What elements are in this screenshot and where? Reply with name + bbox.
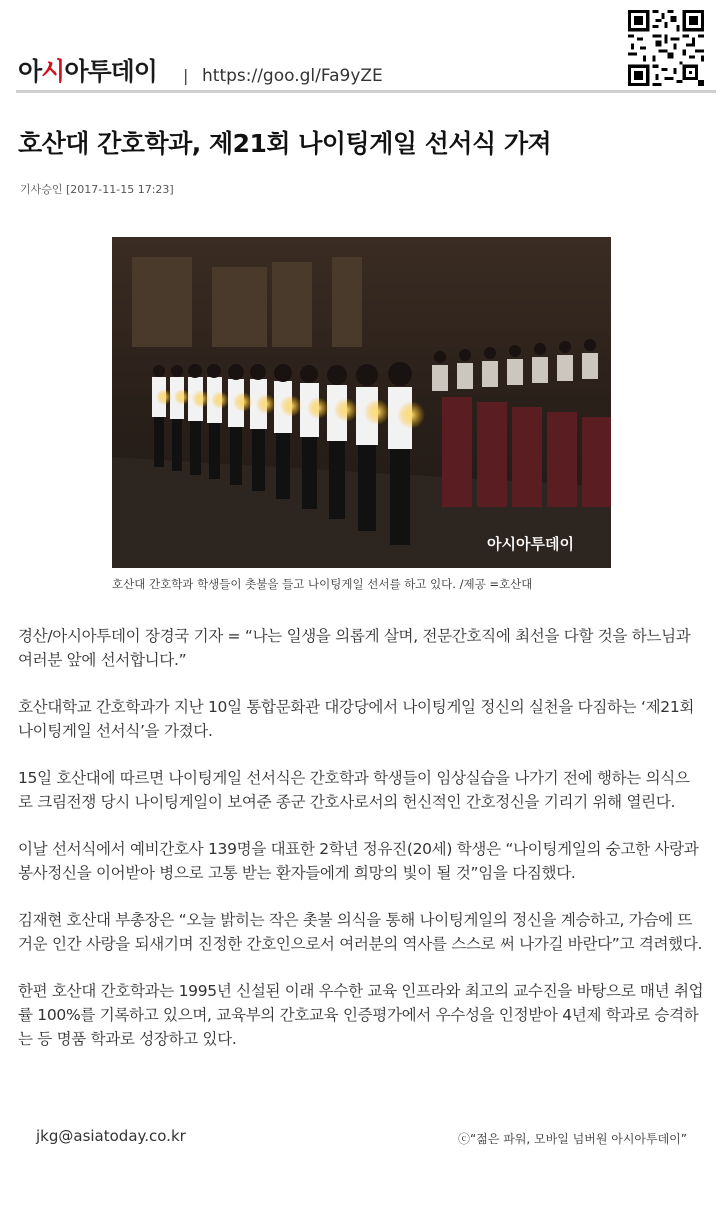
header-separator: | — [183, 66, 189, 85]
article-body — [18, 624, 704, 1074]
article-meta: 기사승인 [2017-11-15 17:23] — [20, 183, 174, 196]
site-logo[interactable] — [18, 52, 157, 88]
paragraph: 15일 호산대에 따르면 나이팅게일 선서식은 간호학과 학생들이 임상실습을 나가기 전에 행하는 의식으로 크림전쟁 당시 나이팅게일이 보여준 종군 간호사로서의 헌신적인 간호정신을 기리기 위해 열린다. — [18, 769, 690, 811]
article-photo — [112, 237, 611, 568]
article-title: 호산대 간호학과, 제21회 나이팅게일 선서식 가져 — [18, 129, 552, 158]
logo-text-a: 아 — [18, 57, 42, 86]
photo-watermark: 아시아투데이 — [487, 535, 574, 553]
logo-text-si: 시 — [41, 57, 65, 86]
qr-code-icon — [628, 10, 704, 86]
paragraph: 호산대학교 간호학과가 지난 10일 통합문화관 대강당에서 나이팅게일 정신의 실천을 다짐하는 ‘제21회 나이팅게일 선서식’을 가졌다. — [18, 698, 695, 740]
paragraph: 한편 호산대 간호학과는 1995년 신설된 이래 우수한 교육 인프라와 최고의 교수진을 바탕으로 매년 취업률 100%를 기록하고 있으며, 교육부의 간호교육 인증평가에서 우수성을 인정받아 4년제 학과로 승격하는 등 명품 학과로 성장하고 있다. — [18, 982, 704, 1048]
header-divider — [16, 90, 716, 93]
reporter-email[interactable]: jkg@asiatoday.co.kr — [36, 1127, 186, 1145]
masthead — [0, 0, 723, 96]
logo-text-rest: 아투데이 — [64, 57, 157, 86]
photo-caption: 호산대 간호학과 학생들이 촛불을 들고 나이팅게일 선서를 하고 있다. /제공 =호산대 — [112, 577, 533, 591]
paragraph: 경산/아시아투데이 장경국 기자 = “나는 일생을 의롭게 살며, 전문간호직에 최선을 다할 것을 하느님과 여러분 앞에 선서합니다.” — [18, 627, 691, 669]
paragraph: 이날 선서식에서 예비간호사 139명을 대표한 2학년 정유진(20세) 학생은 “나이팅게일의 숭고한 사랑과 봉사정신을 이어받아 병으로 고통 받는 환자들에게 희망의 빛이 될 것”임을 다짐했다. — [18, 840, 699, 882]
copyright-slogan: ⓒ“젊은 파워, 모바일 넘버원 아시아투데이” — [458, 1132, 687, 1146]
paragraph: 김재현 호산대 부총장은 “오늘 밝히는 작은 촛불 의식을 통해 나이팅게일의 정신을 계승하고, 가슴에 뜨거운 인간 사랑을 되새기며 진정한 간호인으로서 여러분의 역사를 스스로 써 나가길 바란다”고 격려했다. — [18, 911, 703, 953]
short-url-link[interactable]: https://goo.gl/Fa9yZE — [202, 66, 383, 86]
